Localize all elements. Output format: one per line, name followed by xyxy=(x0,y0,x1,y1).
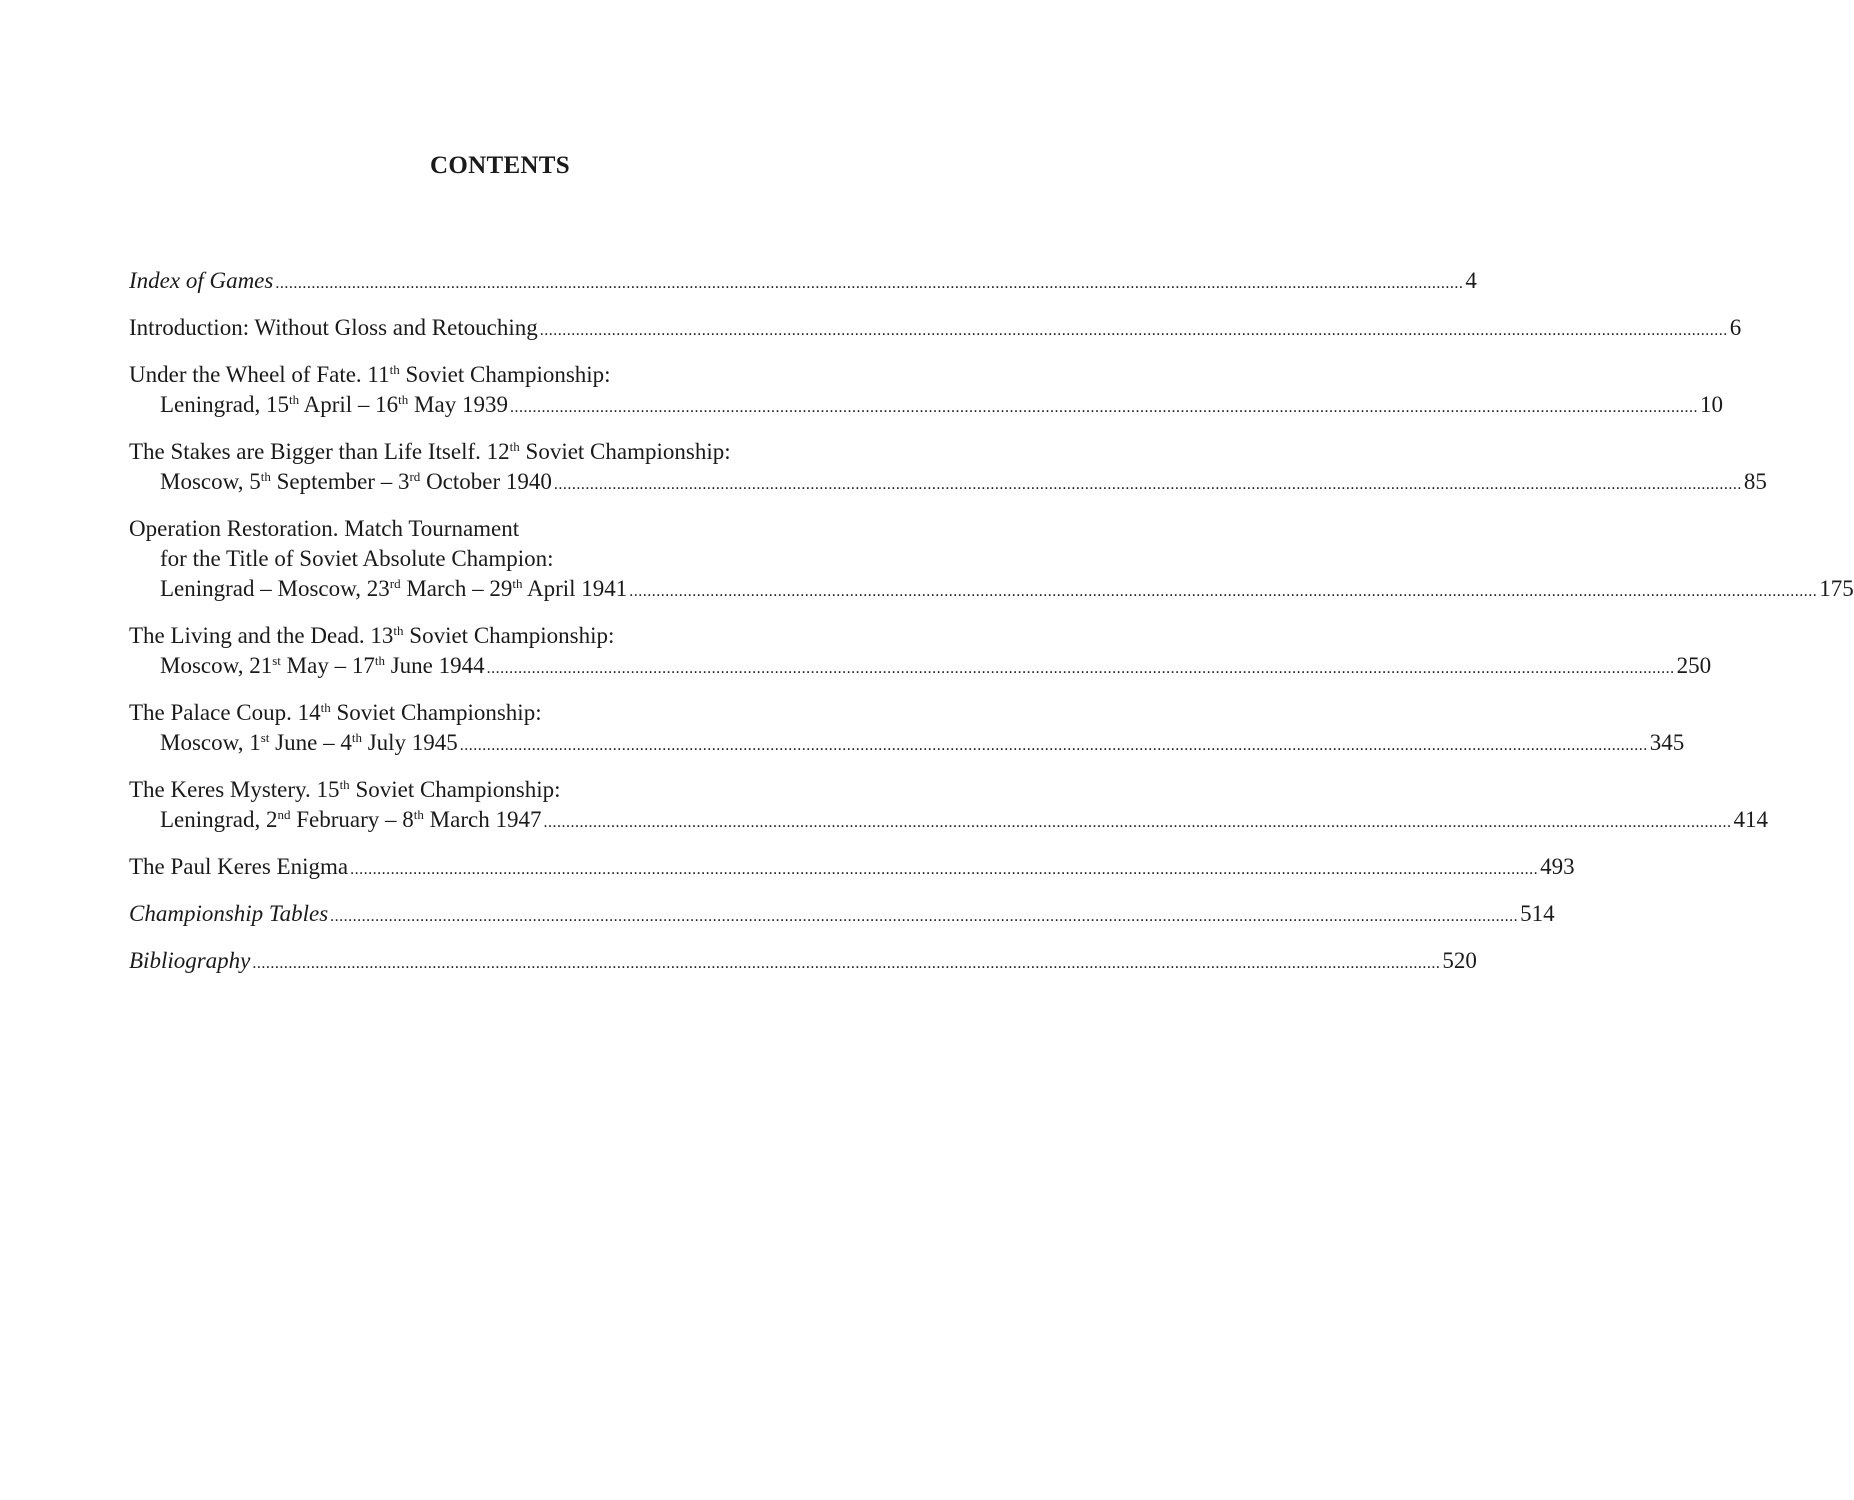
toc-entry xyxy=(129,621,1712,684)
toc-entry-line xyxy=(129,544,914,574)
toc-entry-text xyxy=(160,576,627,601)
toc-text-segment: March – 29 xyxy=(400,576,513,601)
toc-entry-text xyxy=(160,392,508,417)
dot-leader xyxy=(252,955,1440,972)
toc-entry-line-with-page xyxy=(129,852,1575,885)
page-number: 493 xyxy=(1540,854,1575,879)
toc-entry xyxy=(129,852,1575,885)
toc-entry xyxy=(129,946,1477,979)
page-number: 85 xyxy=(1743,469,1767,494)
ordinal-suffix: th xyxy=(512,576,523,591)
toc-entry-text xyxy=(129,439,731,464)
toc-entry-line xyxy=(129,514,914,544)
ordinal-suffix: th xyxy=(389,362,400,377)
toc-entry-text xyxy=(160,469,552,494)
toc-text-segment: March 1947 xyxy=(423,807,542,832)
dot-leader xyxy=(629,583,1817,600)
dot-leader xyxy=(460,737,1648,754)
toc-entry xyxy=(129,437,1767,500)
toc-text-segment: Soviet Championship: xyxy=(330,700,542,725)
toc-entry-line-with-page xyxy=(129,899,1555,932)
ordinal-suffix: th xyxy=(393,623,404,638)
ordinal-suffix: th xyxy=(398,392,409,407)
toc-text-segment: The Paul Keres Enigma xyxy=(129,854,349,879)
toc-text-segment: June – 4 xyxy=(269,730,352,755)
page-number: 414 xyxy=(1733,807,1768,832)
ordinal-suffix: th xyxy=(289,392,300,407)
toc-text-segment: Leningrad – Moscow, 23 xyxy=(160,576,390,601)
toc-entry-line xyxy=(129,360,914,390)
toc-text-segment: September – 3 xyxy=(270,469,410,494)
page-number: 345 xyxy=(1649,730,1685,755)
toc-text-segment: Moscow, 21 xyxy=(160,653,273,678)
toc-text-segment: The Living and the Dead. 13 xyxy=(129,623,394,648)
toc-text-segment: The Palace Coup. 14 xyxy=(129,700,321,725)
table-of-contents xyxy=(129,266,1854,993)
toc-entry-text xyxy=(129,268,273,293)
toc-entry-line-with-page xyxy=(129,313,1742,346)
toc-entry-line-with-page xyxy=(129,651,1712,684)
toc-entry-line xyxy=(129,698,914,728)
toc-entry-text xyxy=(129,362,611,387)
ordinal-suffix: th xyxy=(374,653,385,668)
toc-text-segment: April – 16 xyxy=(299,392,399,417)
toc-text-segment: Soviet Championship: xyxy=(399,362,611,387)
ordinal-suffix: th xyxy=(260,469,271,484)
toc-entry-text xyxy=(160,730,458,755)
toc-entry-text xyxy=(129,901,328,926)
ordinal-suffix: st xyxy=(272,653,281,668)
toc-text-segment: Moscow, 5 xyxy=(160,469,261,494)
toc-entry-text xyxy=(129,700,542,725)
toc-text-segment: April 1941 xyxy=(522,576,628,601)
toc-entry-text xyxy=(160,546,554,571)
toc-text-segment: Index of Games xyxy=(129,268,274,293)
ordinal-suffix: rd xyxy=(409,469,421,484)
toc-text-segment: Under the Wheel of Fate. 11 xyxy=(129,362,390,387)
toc-entry-text xyxy=(160,807,541,832)
dot-leader xyxy=(330,908,1518,925)
toc-entry-line xyxy=(129,437,914,467)
toc-entry xyxy=(129,514,1854,607)
toc-entry-text xyxy=(129,516,519,541)
toc-text-segment: The Keres Mystery. 15 xyxy=(129,777,340,802)
toc-text-segment: June 1944 xyxy=(384,653,485,678)
toc-entry-text xyxy=(129,854,348,879)
ordinal-suffix: th xyxy=(509,439,520,454)
toc-text-segment: Soviet Championship: xyxy=(519,439,731,464)
toc-entry-line-with-page xyxy=(129,946,1477,979)
dot-leader xyxy=(487,660,1675,677)
dot-leader xyxy=(554,476,1742,493)
toc-text-segment: Soviet Championship: xyxy=(403,623,615,648)
toc-entry xyxy=(129,698,1685,761)
page-number: 514 xyxy=(1520,901,1555,926)
toc-entry-line-with-page xyxy=(129,467,1767,500)
toc-text-segment: Introduction: Without Gloss and Retouching xyxy=(129,315,538,340)
toc-entry-text xyxy=(129,777,561,802)
page-number: 4 xyxy=(1465,268,1477,293)
toc-entry-line xyxy=(129,775,914,805)
toc-entry xyxy=(129,775,1768,838)
page-number: 520 xyxy=(1442,948,1477,973)
toc-entry-text xyxy=(129,623,614,648)
toc-text-segment: Leningrad, 15 xyxy=(160,392,290,417)
ordinal-suffix: th xyxy=(351,730,362,745)
ordinal-suffix: th xyxy=(320,700,331,715)
toc-entry-line-with-page xyxy=(129,266,1477,299)
ordinal-suffix: th xyxy=(413,807,424,822)
toc-entry-text xyxy=(129,315,538,340)
toc-text-segment: February – 8 xyxy=(290,807,414,832)
toc-text-segment: October 1940 xyxy=(420,469,552,494)
ordinal-suffix: th xyxy=(339,777,350,792)
toc-text-segment: for the Title of Soviet Absolute Champion: xyxy=(160,546,554,571)
ordinal-suffix: rd xyxy=(389,576,401,591)
toc-text-segment: Operation Restoration. Match Tournament xyxy=(129,516,520,541)
dot-leader xyxy=(540,322,1728,339)
ordinal-suffix: nd xyxy=(277,807,291,822)
toc-text-segment: The Stakes are Bigger than Life Itself. 12 xyxy=(129,439,510,464)
toc-text-segment: Soviet Championship: xyxy=(349,777,561,802)
toc-entry-line-with-page xyxy=(129,728,1685,761)
ordinal-suffix: st xyxy=(260,730,270,745)
dot-leader xyxy=(350,861,1538,878)
toc-entry-line xyxy=(129,621,914,651)
toc-entry xyxy=(129,266,1477,299)
toc-text-segment: Moscow, 1 xyxy=(160,730,261,755)
toc-entry xyxy=(129,313,1742,346)
toc-entry-text xyxy=(160,653,485,678)
toc-text-segment: Championship Tables xyxy=(129,901,329,926)
dot-leader xyxy=(275,275,1463,292)
toc-entry-text xyxy=(129,948,250,973)
page-title: CONTENTS xyxy=(430,152,570,179)
toc-entry-line-with-page xyxy=(129,574,1854,607)
toc-entry xyxy=(129,899,1555,932)
page-number: 10 xyxy=(1699,392,1723,417)
toc-text-segment: Leningrad, 2 xyxy=(160,807,278,832)
toc-text-segment: July 1945 xyxy=(361,730,458,755)
toc-entry-line-with-page xyxy=(129,805,1768,838)
toc-entry xyxy=(129,360,1723,423)
dot-leader xyxy=(510,399,1698,416)
toc-text-segment: Bibliography xyxy=(129,948,251,973)
toc-text-segment: May 1939 xyxy=(408,392,508,417)
page-number: 175 xyxy=(1819,576,1854,601)
dot-leader xyxy=(543,814,1731,831)
page-number: 250 xyxy=(1676,653,1712,678)
toc-entry-line-with-page xyxy=(129,390,1723,423)
toc-text-segment: May – 17 xyxy=(280,653,375,678)
page-number: 6 xyxy=(1729,315,1742,340)
